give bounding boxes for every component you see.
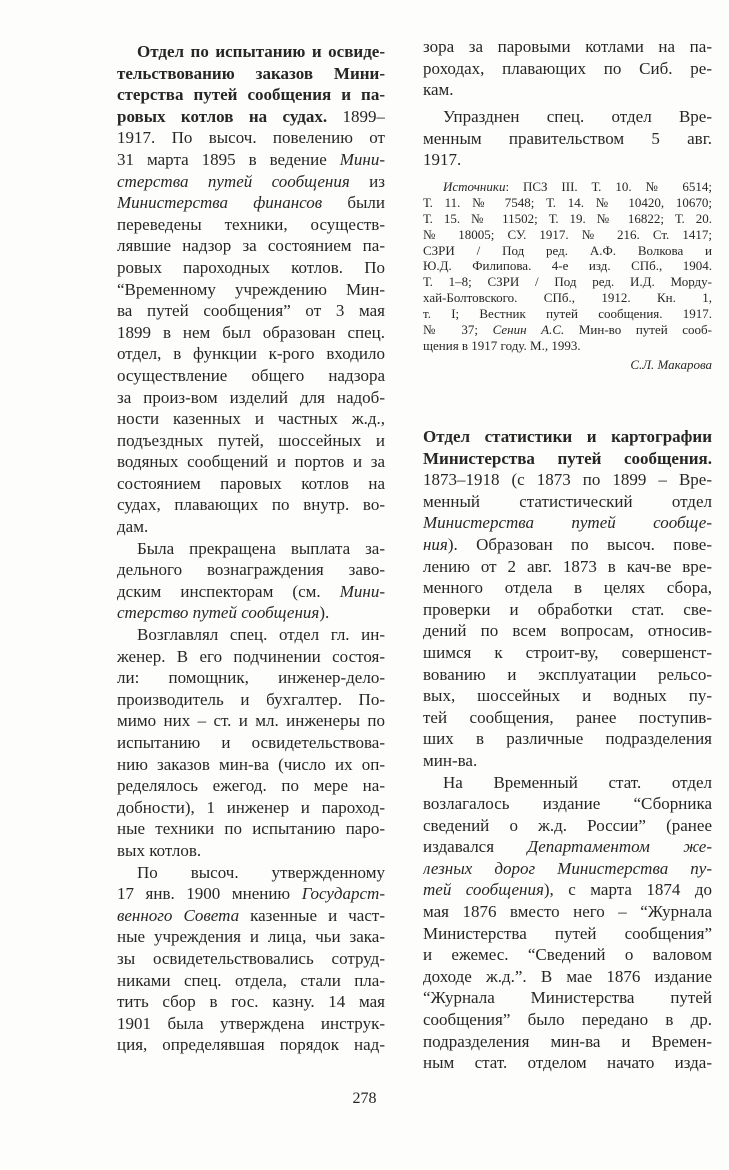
italic-text: лезных дорог Министерства пу- xyxy=(423,858,712,878)
text-line xyxy=(117,84,385,106)
text-line xyxy=(423,966,712,988)
text: женер. В его подчинении состоя- xyxy=(117,646,385,666)
text-line xyxy=(423,322,712,338)
text: ), с марта 1874 до xyxy=(543,880,712,900)
text-line xyxy=(117,494,385,516)
text-line xyxy=(423,243,712,259)
text-line xyxy=(117,279,385,301)
text: переведены техники, осуществ- xyxy=(117,214,385,234)
text: ). Образован по высоч. пове- xyxy=(447,534,712,554)
text: роходах, плавающих по Сиб. ре- xyxy=(423,58,712,78)
text: Т. 11. № 7548; Т. 14. № 10420, 10670; xyxy=(423,194,712,210)
text: были xyxy=(322,193,385,213)
italic-text: венного Совета xyxy=(117,905,240,925)
text-line xyxy=(117,127,385,149)
text-line xyxy=(117,1034,385,1056)
text-line xyxy=(117,257,385,279)
italic-text: Департаментом же- xyxy=(527,837,712,857)
text: вых котлов. xyxy=(117,840,202,860)
text: 1901 была утверждена инструк- xyxy=(117,1013,385,1033)
text: 1899 в нем был образован спец. xyxy=(117,322,385,342)
text-line xyxy=(423,258,712,274)
text-line xyxy=(117,365,385,387)
text: добности), 1 инженер и пароход- xyxy=(117,797,385,817)
italic-text: Мини- xyxy=(339,149,385,169)
text: Т. 1–8; СЗРИ / Под ред. И.Д. Морду- xyxy=(423,274,712,290)
text: ные учреждения и лица, чьи зака- xyxy=(117,927,385,947)
bold-text: тельствованию заказов Мини- xyxy=(117,63,385,83)
author-signature: С.Л. Макарова xyxy=(630,357,712,372)
italic-text: Министерства финансов xyxy=(117,193,323,213)
text-line xyxy=(117,818,385,840)
text-line xyxy=(117,63,385,85)
text: 1873–1918 (с 1873 по 1899 – Вре- xyxy=(423,470,712,490)
text: Упразднен спец. отдел Вре- xyxy=(443,107,712,126)
text: казенные и част- xyxy=(239,905,385,925)
text: : ПСЗ III. Т. 10. № 6514; xyxy=(505,179,712,194)
text: проверки и обработки стат. све- xyxy=(423,599,712,619)
text: вых, шоссейных и водных пу- xyxy=(423,686,712,706)
text: ности казенных и частных ж.д., xyxy=(117,409,385,429)
text: кам. xyxy=(423,80,454,100)
text-line xyxy=(423,642,712,664)
text: т. I; Вестник путей сообщения. 1917. xyxy=(423,306,712,322)
text: и ежемес. “Сведений о валовом xyxy=(423,945,712,965)
page-number: 278 xyxy=(352,1090,377,1107)
text: менным правительством 5 авг. xyxy=(423,128,712,148)
text: подъездных путей, шоссейных и xyxy=(117,430,385,450)
text: менного отдела в целях сбора, xyxy=(423,578,712,598)
text: зы освидетельствовались сотруд- xyxy=(117,948,385,968)
text: Мин-во путей сооб- xyxy=(564,322,712,338)
text: судах, плавающих по внутр. во- xyxy=(117,495,385,515)
text-line xyxy=(423,79,712,101)
text: Ю.Д. Филипова. 4-е изд. СПб., 1904. xyxy=(423,258,712,274)
text: Т. 15. № 11502; Т. 19. № 16822; Т. 20. xyxy=(423,210,712,226)
text-line xyxy=(423,1031,712,1053)
text-line xyxy=(117,387,385,409)
text: “Журнала Министерства путей xyxy=(423,988,712,1008)
text: 17 янв. 1900 мнению xyxy=(117,884,302,904)
text: лявшие надзор за состоянием па- xyxy=(117,236,385,256)
text: № 37; xyxy=(423,322,493,338)
italic-text: Министерства путей сообще- xyxy=(423,513,712,533)
text-line xyxy=(117,624,385,646)
text-line xyxy=(117,559,385,581)
italic-text: тей сообщения xyxy=(423,880,544,900)
text: ших в различные подразделения xyxy=(423,729,712,749)
text-line xyxy=(423,227,712,243)
text-line xyxy=(423,685,712,707)
text-line xyxy=(423,128,712,150)
text-line xyxy=(423,211,712,227)
text-line xyxy=(423,664,712,686)
text: 1917. xyxy=(423,150,462,170)
text: возлагалось издание “Сборника xyxy=(423,794,712,814)
text-line xyxy=(117,883,385,905)
text: ровых пароходных котлов. По xyxy=(117,257,385,277)
text: дам. xyxy=(117,517,149,537)
text: испытанию и освидетельствова- xyxy=(117,733,385,752)
text: нию заказов мин-ва (число их оп- xyxy=(117,754,385,774)
text: тей сообщения, ранее поступив- xyxy=(423,707,712,727)
text-line xyxy=(423,106,712,128)
text-line xyxy=(423,901,712,923)
text-line xyxy=(117,1013,385,1035)
text-line xyxy=(423,707,712,729)
bold-text: ровых котлов на судах. xyxy=(117,106,328,126)
text: СЗРИ / Под ред. А.Ф. Волкова и xyxy=(423,242,712,258)
text: шимся к строит-ву, совершенст- xyxy=(423,642,712,662)
text-line xyxy=(423,599,712,621)
italic-text: Государст- xyxy=(301,884,385,904)
text-line xyxy=(423,448,712,470)
text-line xyxy=(117,408,385,430)
text-line xyxy=(117,516,385,538)
text-line xyxy=(423,923,712,945)
text: сведений о ж.д. России” (ранее xyxy=(423,815,712,835)
text-line xyxy=(423,728,712,750)
text: дским инспекторам (см. xyxy=(117,581,340,601)
text: водяных сообщений и портов и за xyxy=(117,452,385,472)
text: 1917. По высоч. повелению от xyxy=(117,128,385,148)
text-line xyxy=(117,538,385,560)
bold-text: Отдел статистики и картографии xyxy=(423,427,712,446)
text-line xyxy=(117,451,385,473)
text: ). xyxy=(319,603,330,623)
text-line xyxy=(117,775,385,797)
text-line xyxy=(117,322,385,344)
text-line xyxy=(423,620,712,642)
text-line xyxy=(423,36,712,58)
text-line xyxy=(117,710,385,732)
text: отдел, в функции к-рого входило xyxy=(117,344,385,364)
text-line xyxy=(117,430,385,452)
text: По высоч. утвержденному xyxy=(137,862,385,882)
text: ределялось ежегод. по мере на- xyxy=(117,776,385,796)
text-line xyxy=(117,300,385,322)
text-line xyxy=(423,1052,712,1074)
text-line xyxy=(117,235,385,257)
text: ным стат. отделом начато изда- xyxy=(423,1053,712,1073)
text-line xyxy=(117,214,385,236)
text-line xyxy=(423,815,712,837)
text: ва путей сообщения” от 3 мая xyxy=(117,301,385,321)
text-line xyxy=(423,987,712,1009)
text-line xyxy=(423,793,712,815)
text-line xyxy=(117,754,385,776)
text-line xyxy=(423,274,712,290)
text-line xyxy=(423,512,712,534)
text: Возглавлял спец. отдел гл. ин- xyxy=(137,625,385,645)
text-line xyxy=(423,195,712,211)
text-line xyxy=(117,732,385,754)
text: лению от 2 авг. 1873 в кач-ве вре- xyxy=(423,556,712,576)
text: ли: помощник, инженер-дело- xyxy=(117,668,385,688)
text: щения в 1917 году. М., 1993. xyxy=(423,337,581,353)
bold-text: стерства путей сообщения и па- xyxy=(117,85,385,105)
bold-text: Отдел по испытанию и освиде- xyxy=(137,42,385,61)
text: тить сбор в гос. казну. 14 мая xyxy=(117,992,385,1012)
text-line xyxy=(117,991,385,1013)
text-line xyxy=(117,646,385,668)
text-line xyxy=(423,556,712,578)
text-line xyxy=(423,491,712,513)
text-line xyxy=(423,306,712,322)
text-line xyxy=(423,426,712,448)
text-line xyxy=(117,948,385,970)
right-column-abolition-paragraph xyxy=(423,106,712,171)
text: мимо них – ст. и мл. инженеры по xyxy=(117,711,385,731)
italic-text: ния xyxy=(423,534,448,554)
text: издавался xyxy=(423,837,528,857)
text-line xyxy=(117,171,385,193)
text: подразделения мин-ва и Времен- xyxy=(423,1031,712,1051)
text: № 18005; СУ. 1917. № 216. Ст. 1417; xyxy=(423,226,712,242)
text-line xyxy=(117,797,385,819)
text-line xyxy=(117,905,385,927)
text: доходе ж.д.”. В мае 1876 издание xyxy=(423,966,712,986)
left-column xyxy=(117,41,385,1056)
text: “Временному учреждению Мин- xyxy=(117,279,385,299)
text-line xyxy=(423,836,712,858)
text: На Временный стат. отдел xyxy=(443,772,712,792)
text-line xyxy=(423,149,712,171)
text-line xyxy=(117,343,385,365)
text-line xyxy=(423,858,712,880)
text-line xyxy=(117,106,385,128)
text: Была прекращена выплата за- xyxy=(137,538,385,558)
text-line xyxy=(423,338,712,354)
italic-text: Сенин А.С. xyxy=(492,322,565,338)
italic-text: Мини- xyxy=(339,581,385,601)
text-line xyxy=(423,290,712,306)
text-line xyxy=(423,750,712,772)
text: мин-ва. xyxy=(423,750,478,770)
text: никами спец. отдела, стали пла- xyxy=(117,970,385,990)
text-line xyxy=(117,41,385,63)
text: дельного вознаграждения заво- xyxy=(117,560,385,580)
text-line xyxy=(423,577,712,599)
right-column-continuation xyxy=(423,36,712,101)
text: вованию и эксплуатации рельсо- xyxy=(423,664,712,684)
text: за произ-вом изделий для надоб- xyxy=(117,387,385,407)
text: ные техники по испытанию паро- xyxy=(117,819,385,839)
text: сообщения” было передано в др. xyxy=(423,1010,712,1030)
text: Министерства путей сообщения” xyxy=(423,923,712,943)
text: дений по всем вопросам, относив- xyxy=(423,621,712,641)
text-line xyxy=(117,840,385,862)
text-line xyxy=(423,58,712,80)
text-line xyxy=(117,862,385,884)
italic-text: Источники xyxy=(443,179,506,194)
text-line xyxy=(117,581,385,603)
statistics-department-article xyxy=(423,426,712,1074)
text-line xyxy=(423,944,712,966)
text-line xyxy=(117,602,385,624)
text: осуществление общего надзора xyxy=(117,365,385,385)
text-line xyxy=(423,1009,712,1031)
text-line xyxy=(117,667,385,689)
text: производитель и бухгалтер. По- xyxy=(117,689,385,709)
text-line xyxy=(117,970,385,992)
text: ция, определявшая порядок над- xyxy=(117,1035,385,1055)
text: хай-Болтовского. СПб., 1912. Кн. 1, xyxy=(423,290,712,306)
text-line xyxy=(117,473,385,495)
text-line xyxy=(423,772,712,794)
text-line xyxy=(117,192,385,214)
sources-references xyxy=(423,179,712,354)
text: мая 1876 вместо него – “Журнала xyxy=(423,902,712,922)
text: 31 марта 1895 в ведение xyxy=(117,149,340,169)
text: 1899– xyxy=(327,106,385,126)
text-line xyxy=(423,469,712,491)
text-line xyxy=(117,149,385,171)
text-line xyxy=(423,879,712,901)
bold-text: Министерства путей сообщения. xyxy=(423,448,712,468)
text-line xyxy=(117,926,385,948)
italic-text: стерства путей сообщения xyxy=(117,171,350,191)
text: состоянием паровых котлов на xyxy=(117,473,385,493)
text-line xyxy=(423,534,712,556)
text: менный статистический отдел xyxy=(423,491,712,511)
text: зора за паровыми котлами на па- xyxy=(423,37,712,56)
text-line xyxy=(423,179,712,195)
text-line xyxy=(117,689,385,711)
italic-text: стерство путей сообщения xyxy=(117,603,320,623)
text: из xyxy=(349,171,385,191)
